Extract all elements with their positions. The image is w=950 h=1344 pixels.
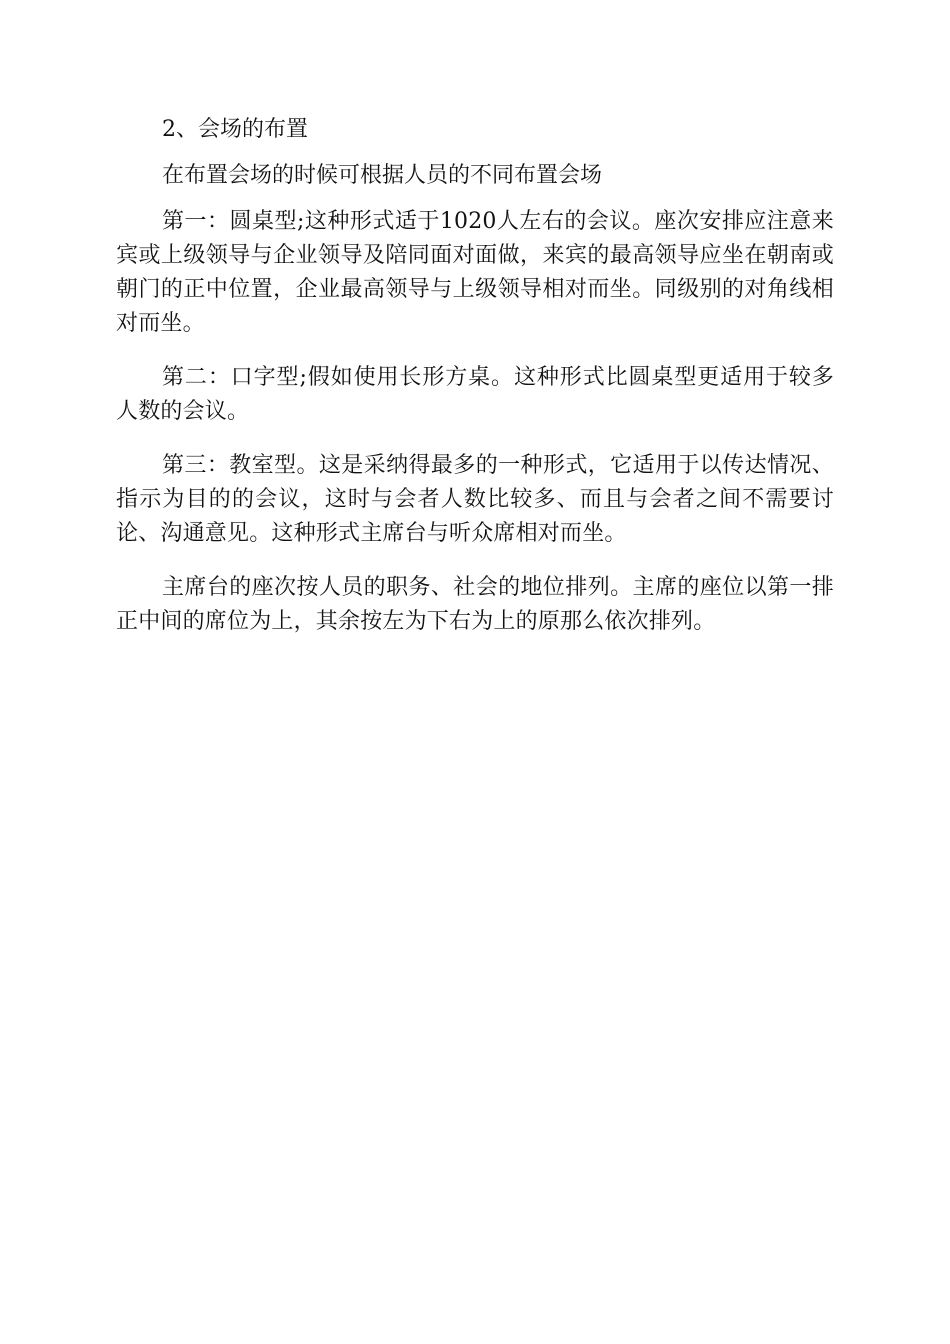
paragraph-classroom: 第三：教室型。这是采纳得最多的一种形式，它适用于以传达情况、指示为目的的会议，这时与会者人数比较多、而且与会者之间不需要讨论、沟通意见。这种形式主席台与听众席相对而坐。: [116, 453, 834, 546]
paragraph-rostrum-seating: 主席台的座次按人员的职务、社会的地位排列。主席的座位以第一排正中间的席位为上，其余按左为下右为上的原那么依次排列。: [116, 575, 834, 634]
intro-paragraph: 在布置会场的时候可根据人员的不同布置会场: [162, 163, 603, 188]
section-heading: 2、会场的布置: [162, 117, 308, 142]
paragraph-u-shape: 第二：口字型;假如使用长形方桌。这种形式比圆桌型更适用于较多人数的会议。: [116, 365, 834, 424]
document-body: [116, 113, 834, 659]
paragraph-round-table: 第一：圆桌型;这种形式适于1020人左右的会议。座次安排应注意来宾或上级领导与企业领导及陪同面对面做，来宾的最高领导应坐在朝南或朝门的正中位置，企业最高领导与上级领导相对而坐。同级别的对角线相对而坐。: [116, 209, 834, 336]
